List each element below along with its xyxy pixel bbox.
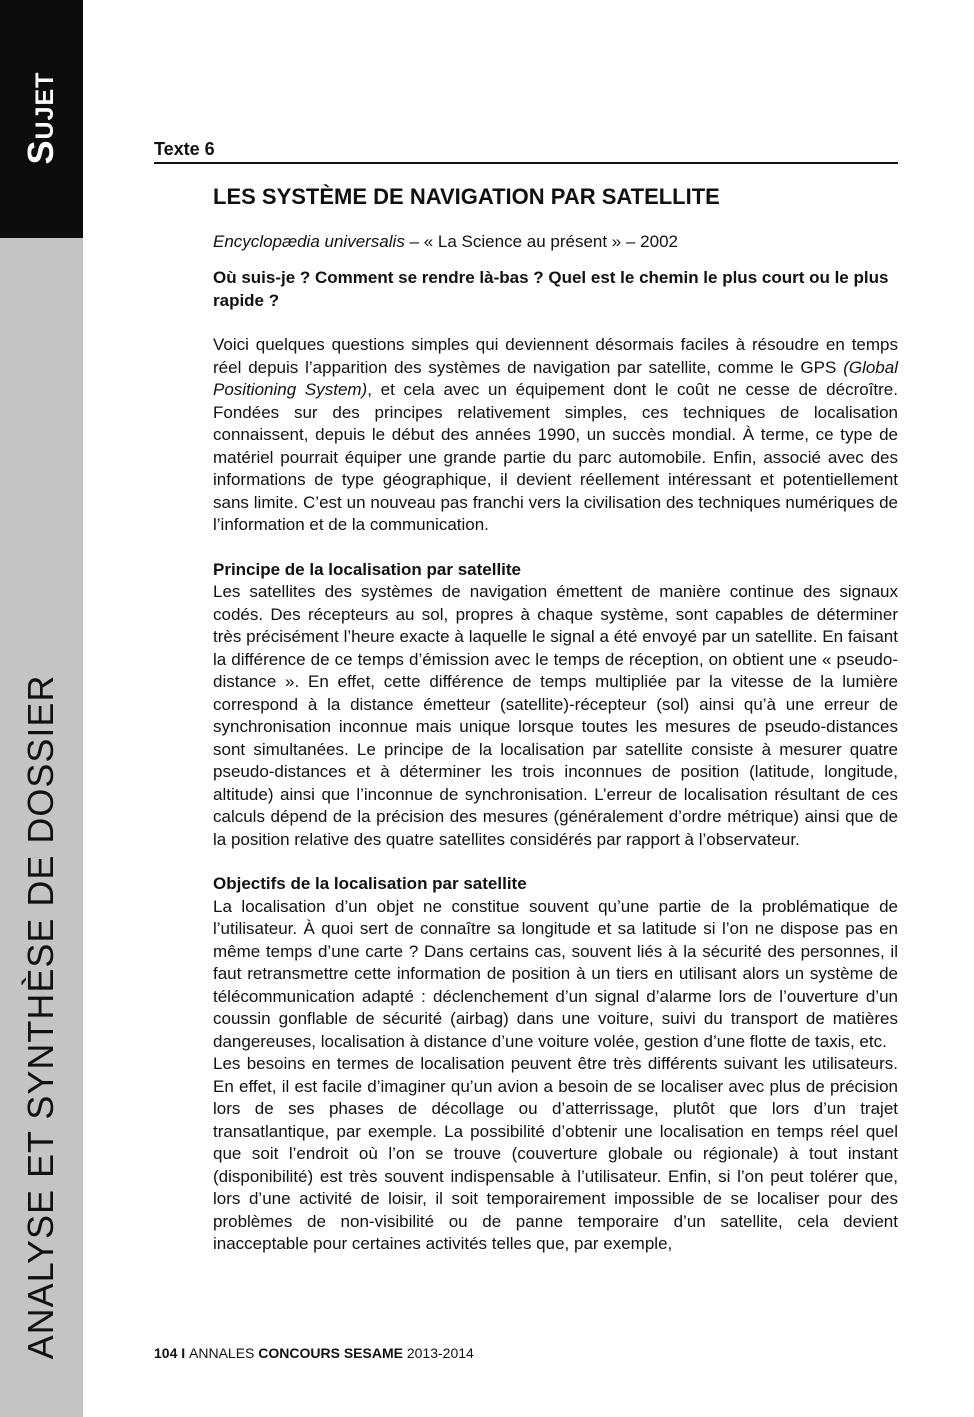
- section-paragraph-objectifs-2: Les besoins en termes de localisation peuvent être très différents suivant les utilisateurs. En effet, il est facile d’imaginer qu’un avion a besoin de se localiser avec plus de précision lors de ses phases de décollage ou d’atterrissage, plutôt que lors d’un trajet transatlantique, par exemple. La possibilité d’obtenir une localisation en temps réel quel que soit l’endroit où l’on se trouve (couverture globale ou régionale) à tout instant (disponibilité) est très souvent indispensable à l’utilisateur. Enfin, si l’on peut tolérer que, lors d’une activité de loisir, il soit temporairement impossible de se localiser pour des problèmes de non-visibilité ou de panne temporaire d’un satellite, cela devient inacceptable pour certaines activités telles que, par exemple,: [213, 1054, 898, 1253]
- section-heading-principe: Principe de la localisation par satellite: [213, 559, 522, 579]
- section-heading-objectifs: Objectifs de la localisation par satellite: [213, 874, 527, 893]
- header-rule: [154, 162, 898, 164]
- intro-question: Où suis-je ? Comment se rendre là-bas ? Quel est le chemin le plus court ou le plus rapide ?: [213, 268, 889, 310]
- text-number-label: Texte 6: [154, 139, 215, 159]
- source-details: – « La Science au présent » – 2002: [404, 232, 678, 251]
- page-number: 104: [154, 1345, 178, 1361]
- sidebar-section-label: ANALYSE ET SYNTHÈSE DE DOSSIER: [20, 674, 61, 1360]
- footer-annales: ANNALES: [189, 1345, 259, 1361]
- article: [213, 183, 898, 1256]
- page-footer: [154, 1345, 474, 1361]
- intro-text-start: Voici quelques questions simples qui deviennent désormais faciles à résoudre en temps réel depuis l’apparition des systèmes de navigation par satellite, comme le GPS: [213, 335, 898, 377]
- intro-text-end: , et cela avec un équipement dont le coût ne cesse de décroître. Fondées sur des principes relativement simples, ces techniques de localisation connaissent, depuis le début des années 1990, un succès mondial. À terme, ce type de matériel pourrait équiper une grande partie du parc automobile. Enfin, associé avec des informations de type géographique, il devient réellement intéressant et potentiellement sans limite. C’est un nouveau pas franchi vers la civilisation des techniques numériques de l’information et de la communication.: [213, 380, 898, 534]
- footer-years: 2013-2014: [402, 1345, 474, 1361]
- section-paragraph-objectifs-1: La localisation d’un objet ne constitue souvent qu’une partie de la problématique de l’utilisateur. À quoi sert de connaître sa longitude et sa latitude si l’on ne dispose pas en même temps d’une carte ? Dans certains cas, souvent liés à la sécurité des personnes, il faut retransmettre cette information de position à un tiers en utilisant alors un système de télécommunication adapté : déclenchement d’un signal d’alarme lors de l’ouverture d’un coussin gonflable de sécurité (airbag) dans une voiture, suivi du transport de matières dangereuses, localisation à distance d’une voiture volée, gestion d’une flotte de taxis, etc.: [213, 896, 898, 1051]
- intro-paragraph: [213, 334, 898, 537]
- article-title: LES SYSTÈME DE NAVIGATION PAR SATELLITE: [213, 184, 720, 209]
- footer-concours: CONCOURS SESAME: [258, 1345, 403, 1361]
- article-source: [213, 231, 898, 253]
- footer-separator: I: [177, 1345, 190, 1361]
- source-publication: Encyclopædia universalis: [213, 232, 405, 251]
- sidebar-top-label: Sujet: [20, 71, 61, 165]
- gps-expansion: (Global Positioning System): [213, 357, 898, 399]
- section-paragraph-principe: Les satellites des systèmes de navigation émettent de manière continue des signaux codés. Des récepteurs au sol, propres à chaque système, sont capables de déterminer très précisément l’heure exacte à laquelle le signal a été envoyé par un satellite. En faisant la différence de ce temps d’émission avec le temps de réception, on obtient une « pseudo-distance ». En effet, cette différence de temps multipliée par la vitesse de la lumière correspond à la distance émetteur (satellite)-récepteur (sol) ainsi qu’à une erreur de synchronisation inconnue mais unique lorsque toutes les mesures de pseudo-distances sont simultanées. Le principe de la localisation par satellite consiste à mesurer quatre pseudo-distances et à déterminer les trois inconnues de position (latitude, longitude, altitude) ainsi que l’inconnue de synchronisation. L’erreur de localisation résultant de ces calculs dépend de la précision des mesures (généralement d’ordre métrique) ainsi que de la position relative des quatre satellites considérés par rapport à l’observateur.: [213, 582, 898, 849]
